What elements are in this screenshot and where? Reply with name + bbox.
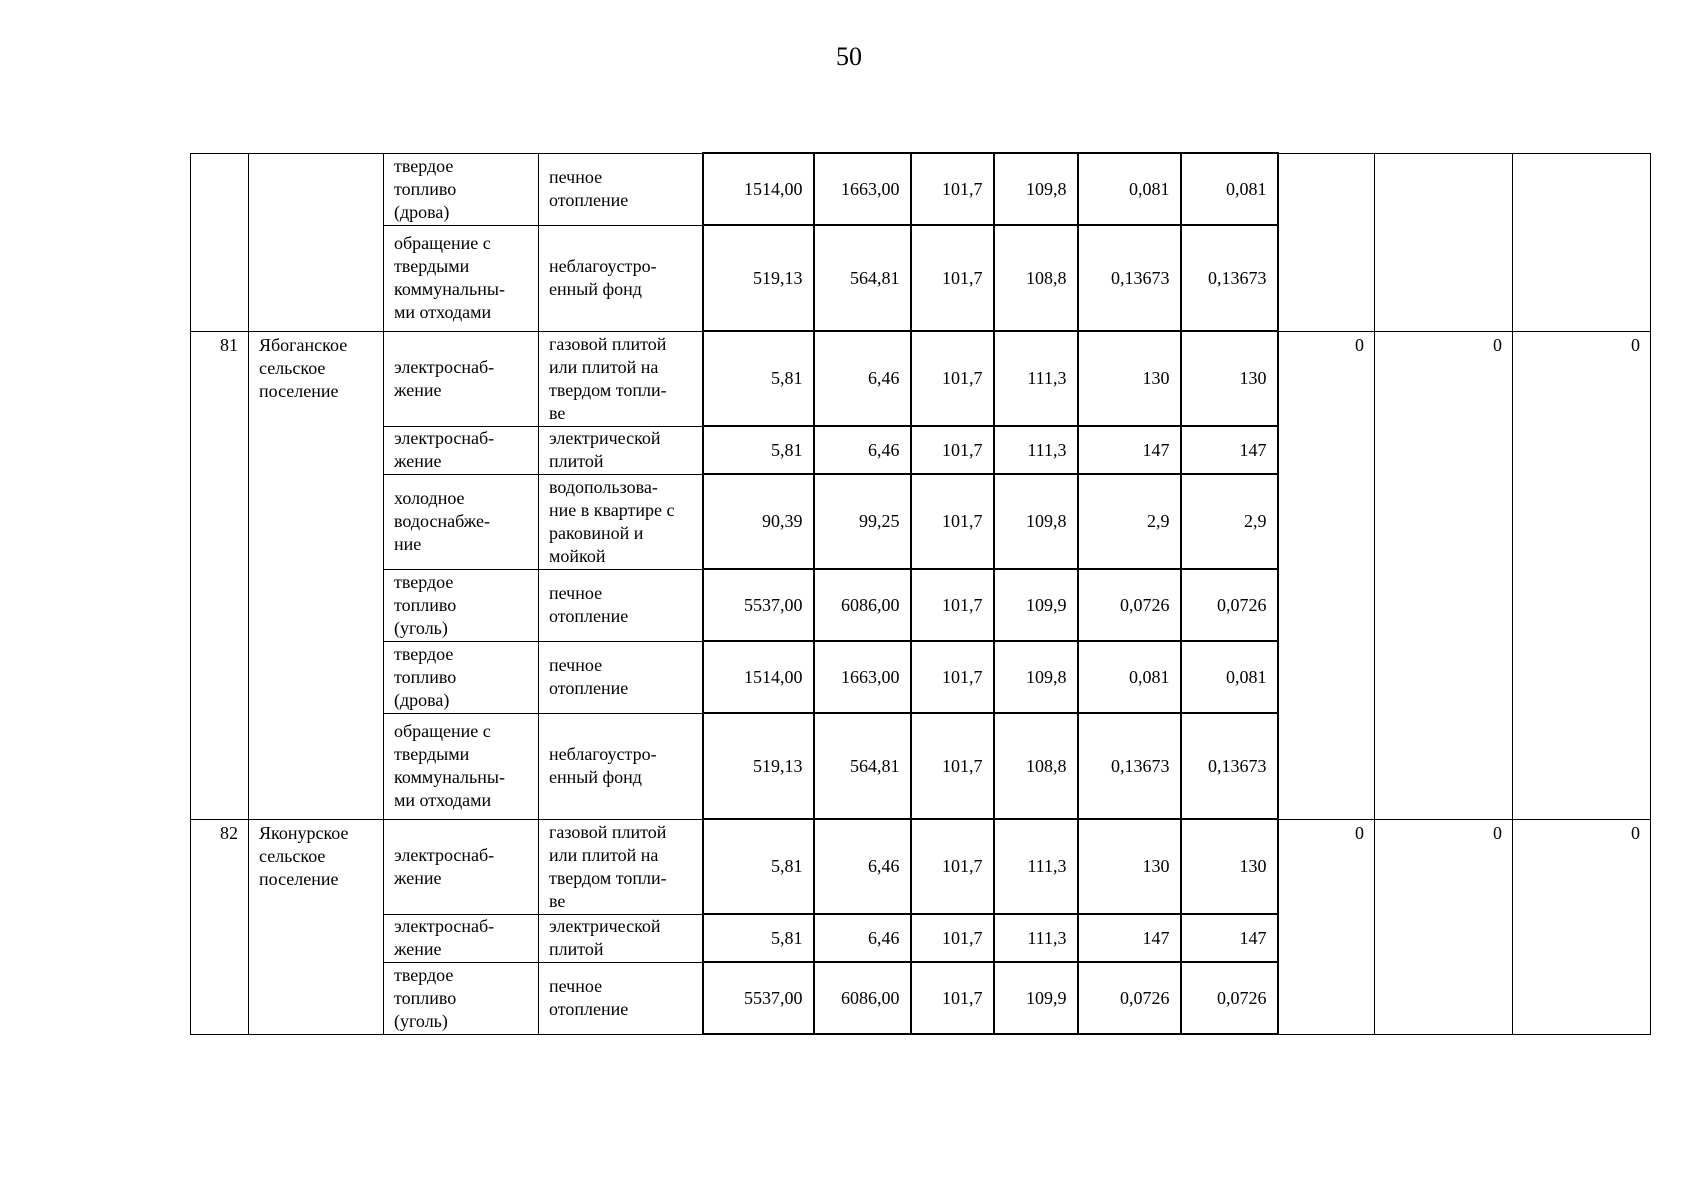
value-cell: 109,8 <box>994 153 1078 225</box>
value-cell: 5,81 <box>703 331 814 426</box>
value-cell: 130 <box>1078 819 1181 914</box>
value-cell: 109,8 <box>994 641 1078 713</box>
value-cell: 2,9 <box>1078 474 1181 569</box>
value-cell: 101,7 <box>911 153 994 225</box>
service-cell: холодное водоснабже- ние <box>384 474 539 569</box>
value-cell: 0,081 <box>1078 641 1181 713</box>
value-cell: 5,81 <box>703 426 814 474</box>
table-row <box>191 819 1651 914</box>
service-detail-cell: печное отопление <box>539 641 703 713</box>
value-cell: 519,13 <box>703 225 814 331</box>
value-cell: 0,0726 <box>1078 962 1181 1034</box>
value-cell: 101,7 <box>911 962 994 1034</box>
value-cell: 6,46 <box>814 426 911 474</box>
extra-value-cell: 0 <box>1513 331 1651 819</box>
extra-value-cell: 0 <box>1278 819 1375 1034</box>
value-cell: 130 <box>1078 331 1181 426</box>
table-row <box>191 331 1651 426</box>
value-cell: 5537,00 <box>703 962 814 1034</box>
service-detail-cell: печное отопление <box>539 569 703 641</box>
value-cell: 0,13673 <box>1078 713 1181 819</box>
table-row <box>191 153 1651 225</box>
value-cell: 147 <box>1181 914 1278 962</box>
value-cell: 0,0726 <box>1181 569 1278 641</box>
value-cell: 130 <box>1181 331 1278 426</box>
service-detail-cell: неблагоустро- енный фонд <box>539 713 703 819</box>
value-cell: 147 <box>1181 426 1278 474</box>
value-cell: 101,7 <box>911 819 994 914</box>
value-cell: 101,7 <box>911 914 994 962</box>
value-cell: 109,9 <box>994 962 1078 1034</box>
service-cell: твердое топливо (уголь) <box>384 962 539 1034</box>
page-number: 50 <box>836 42 862 71</box>
value-cell: 101,7 <box>911 641 994 713</box>
value-cell: 101,7 <box>911 331 994 426</box>
service-detail-cell: газовой плитой или плитой на твердом топли- ве <box>539 331 703 426</box>
value-cell: 130 <box>1181 819 1278 914</box>
value-cell: 99,25 <box>814 474 911 569</box>
value-cell: 0,13673 <box>1181 713 1278 819</box>
service-detail-cell: водопользова- ние в квартире с раковиной и мойкой <box>539 474 703 569</box>
value-cell: 6,46 <box>814 819 911 914</box>
service-cell: твердое топливо (дрова) <box>384 641 539 713</box>
value-cell: 147 <box>1078 426 1181 474</box>
service-cell: электроснаб- жение <box>384 819 539 914</box>
service-cell: электроснаб- жение <box>384 331 539 426</box>
settlement-name-cell <box>249 153 384 331</box>
value-cell: 564,81 <box>814 713 911 819</box>
settlement-name-cell: Ябоганское сельское поселение <box>249 331 384 819</box>
value-cell: 6,46 <box>814 331 911 426</box>
value-cell: 111,3 <box>994 914 1078 962</box>
service-cell: твердое топливо (дрова) <box>384 153 539 225</box>
service-detail-cell: электрической плитой <box>539 914 703 962</box>
value-cell: 1514,00 <box>703 641 814 713</box>
value-cell: 109,8 <box>994 474 1078 569</box>
value-cell: 519,13 <box>703 713 814 819</box>
value-cell: 0,13673 <box>1181 225 1278 331</box>
value-cell: 0,081 <box>1181 641 1278 713</box>
value-cell: 2,9 <box>1181 474 1278 569</box>
value-cell: 0,081 <box>1181 153 1278 225</box>
service-cell: электроснаб- жение <box>384 426 539 474</box>
extra-value-cell <box>1513 153 1651 331</box>
value-cell: 108,8 <box>994 225 1078 331</box>
row-number-cell <box>191 153 249 331</box>
value-cell: 1663,00 <box>814 153 911 225</box>
extra-value-cell: 0 <box>1513 819 1651 1034</box>
value-cell: 101,7 <box>911 474 994 569</box>
value-cell: 5537,00 <box>703 569 814 641</box>
value-cell: 111,3 <box>994 426 1078 474</box>
service-detail-cell: газовой плитой или плитой на твердом топли- ве <box>539 819 703 914</box>
value-cell: 90,39 <box>703 474 814 569</box>
value-cell: 5,81 <box>703 819 814 914</box>
value-cell: 564,81 <box>814 225 911 331</box>
value-cell: 0,0726 <box>1078 569 1181 641</box>
value-cell: 101,7 <box>911 426 994 474</box>
service-cell: твердое топливо (уголь) <box>384 569 539 641</box>
value-cell: 5,81 <box>703 914 814 962</box>
extra-value-cell: 0 <box>1278 331 1375 819</box>
value-cell: 6086,00 <box>814 569 911 641</box>
service-detail-cell: неблагоустро- енный фонд <box>539 225 703 331</box>
extra-value-cell <box>1278 153 1375 331</box>
value-cell: 101,7 <box>911 225 994 331</box>
value-cell: 109,9 <box>994 569 1078 641</box>
service-cell: обращение с твердыми коммунальны- ми отходами <box>384 225 539 331</box>
row-number-cell: 82 <box>191 819 249 1034</box>
value-cell: 147 <box>1078 914 1181 962</box>
table-body <box>191 153 1651 1034</box>
value-cell: 1514,00 <box>703 153 814 225</box>
service-cell: обращение с твердыми коммунальны- ми отходами <box>384 713 539 819</box>
service-cell: электроснаб- жение <box>384 914 539 962</box>
service-detail-cell: электрической плитой <box>539 426 703 474</box>
value-cell: 6086,00 <box>814 962 911 1034</box>
value-cell: 1663,00 <box>814 641 911 713</box>
value-cell: 108,8 <box>994 713 1078 819</box>
service-detail-cell: печное отопление <box>539 153 703 225</box>
value-cell: 111,3 <box>994 331 1078 426</box>
settlement-name-cell: Яконурское сельское поселение <box>249 819 384 1034</box>
extra-value-cell: 0 <box>1375 819 1513 1034</box>
extra-value-cell <box>1375 153 1513 331</box>
tariff-table <box>190 152 1651 1035</box>
value-cell: 0,13673 <box>1078 225 1181 331</box>
value-cell: 6,46 <box>814 914 911 962</box>
value-cell: 101,7 <box>911 569 994 641</box>
value-cell: 111,3 <box>994 819 1078 914</box>
row-number-cell: 81 <box>191 331 249 819</box>
value-cell: 0,081 <box>1078 153 1181 225</box>
extra-value-cell: 0 <box>1375 331 1513 819</box>
value-cell: 101,7 <box>911 713 994 819</box>
value-cell: 0,0726 <box>1181 962 1278 1034</box>
service-detail-cell: печное отопление <box>539 962 703 1034</box>
